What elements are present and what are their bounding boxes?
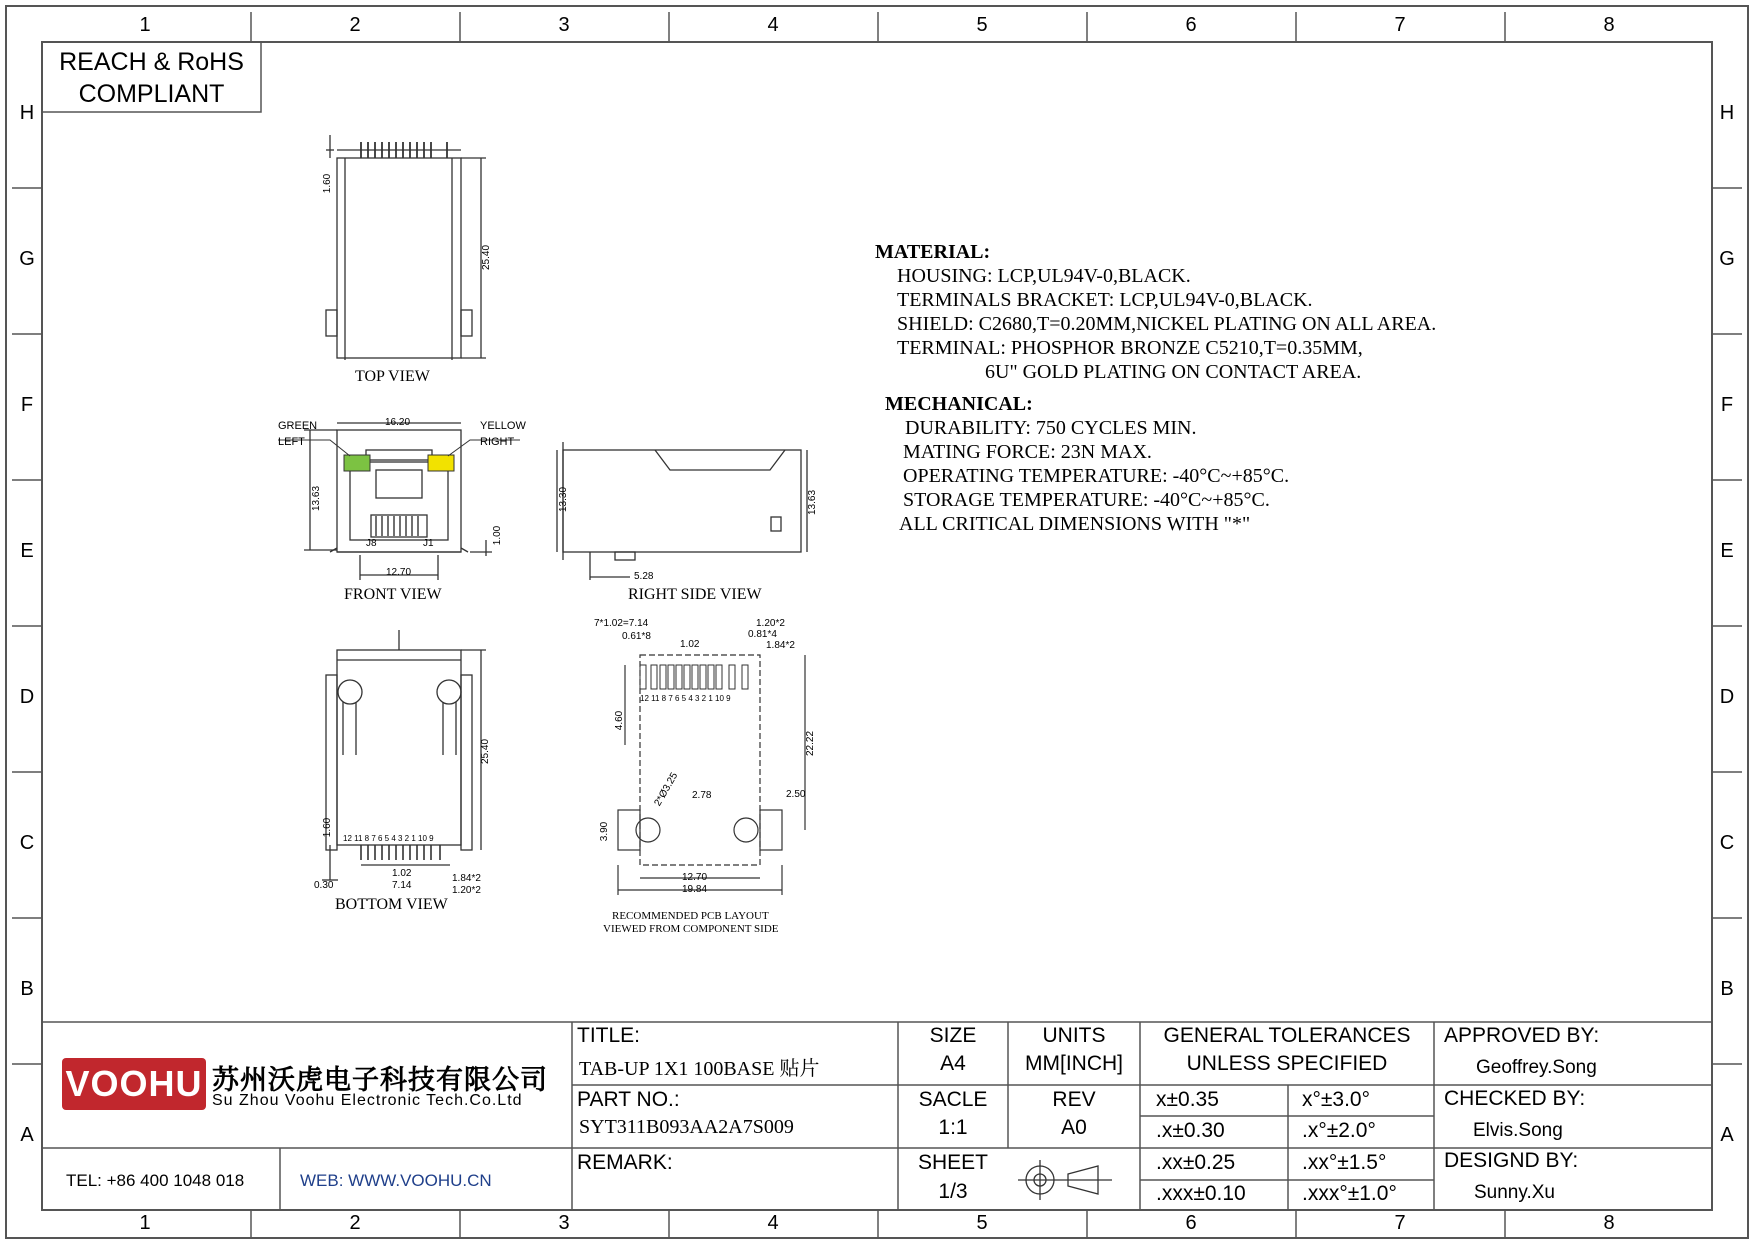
scale-value: 1:1 <box>938 1116 968 1139</box>
mechanical-line: ALL CRITICAL DIMENSIONS WITH "*" <box>899 513 1251 535</box>
size-label: SIZE <box>929 1024 977 1047</box>
part-no-value: SYT311B093AA2A7S009 <box>579 1116 794 1138</box>
title-label: TITLE: <box>577 1024 641 1047</box>
top-view-drawing <box>326 135 486 360</box>
right-side-view-drawing <box>557 442 807 580</box>
zone-col-3-bottom: 3 <box>558 1212 570 1234</box>
zone-row-a-left: A <box>20 1124 34 1146</box>
led-green-label: GREEN <box>278 420 318 432</box>
bottom-view-label: BOTTOM VIEW <box>335 896 448 913</box>
zone-row-f-left: F <box>20 394 34 416</box>
rev-value: A0 <box>1061 1116 1087 1139</box>
part-no-label: PART NO.: <box>577 1088 680 1111</box>
dim-bottom-0-30: 0.30 <box>314 880 334 891</box>
mechanical-line: STORAGE TEMPERATURE: -40°C~+85°C. <box>903 489 1270 511</box>
led-left-label: LEFT <box>278 436 305 448</box>
zone-col-4-bottom: 4 <box>767 1212 779 1234</box>
dim-pcb-hole: 2*Ø3.25 <box>652 770 681 809</box>
zone-col-3-top: 3 <box>558 14 570 36</box>
dim-side-13-63: 13.63 <box>807 489 819 516</box>
company-tel: TEL: +86 400 1048 018 <box>66 1171 245 1190</box>
checked-value: Elvis.Song <box>1473 1120 1563 1141</box>
zone-col-2-top: 2 <box>349 14 361 36</box>
tolerance-angular: .x°±2.0° <box>1302 1119 1376 1142</box>
scale-label: SACLE <box>918 1088 988 1111</box>
dim-pcb-061: 0.61*8 <box>622 631 651 642</box>
zone-row-c-right: C <box>1719 832 1735 854</box>
zone-col-8-bottom: 8 <box>1603 1212 1615 1234</box>
dim-front-j1: J1 <box>423 538 434 549</box>
led-right-label: RIGHT <box>480 436 515 448</box>
title-value: TAB-UP 1X1 100BASE 贴片 <box>579 1058 820 1080</box>
company-logo: VOOHU <box>65 1063 203 1104</box>
dim-pcb-7x: 7*1.02=7.14 <box>594 618 649 629</box>
zone-col-7-bottom: 7 <box>1394 1212 1406 1234</box>
dim-front-12-70: 12.70 <box>386 567 412 578</box>
tolerance-angular: .xxx°±1.0° <box>1302 1182 1397 1205</box>
zone-col-5-bottom: 5 <box>976 1212 988 1234</box>
dim-pcb-12-70: 12.70 <box>682 872 708 883</box>
spec-notes <box>875 240 1436 536</box>
zone-row-f-right: F <box>1720 394 1734 416</box>
approved-value: Geoffrey.Song <box>1476 1057 1597 1078</box>
dim-pcb-22-22: 22.22 <box>805 730 817 757</box>
material-line: TERMINALS BRACKET: LCP,UL94V-0,BLACK. <box>897 289 1313 311</box>
zone-row-c-left: C <box>19 832 35 854</box>
front-view-drawing <box>304 423 492 580</box>
designed-value: Sunny.Xu <box>1474 1182 1555 1203</box>
zone-col-4-top: 4 <box>767 14 779 36</box>
led-green <box>344 455 370 471</box>
tolerance-linear: x±0.35 <box>1156 1088 1219 1111</box>
outer-frame <box>6 6 1748 1238</box>
zone-row-d-left: D <box>19 686 35 708</box>
dim-pcb-3-90: 3.90 <box>599 821 611 842</box>
zone-col-6-top: 6 <box>1185 14 1197 36</box>
title-block-lines <box>42 1022 1712 1210</box>
zone-row-e-left: E <box>20 540 34 562</box>
dim-bottom-7-14: 7.14 <box>392 880 412 891</box>
dim-bottom-1-02: 1.02 <box>392 868 412 879</box>
checked-label: CHECKED BY: <box>1444 1087 1586 1110</box>
tolerance-title-2: UNLESS SPECIFIED <box>1186 1052 1388 1075</box>
right-side-view-label: RIGHT SIDE VIEW <box>628 586 762 603</box>
tolerance-title-1: GENERAL TOLERANCES <box>1163 1024 1411 1047</box>
led-yellow-label: YELLOW <box>480 420 526 432</box>
dim-pcb-184: 1.84*2 <box>766 640 795 651</box>
dim-side-13-30: 13.30 <box>558 486 570 513</box>
dim-front-16-20: 16.20 <box>385 417 411 428</box>
remark-label: REMARK: <box>577 1151 673 1174</box>
dim-pcb-120: 1.20*2 <box>756 618 785 629</box>
material-line: 6U" GOLD PLATING ON CONTACT AREA. <box>985 361 1362 383</box>
zone-row-d-right: D <box>1719 686 1735 708</box>
compliance-line-2: COMPLIANT <box>78 80 225 108</box>
projection-symbol <box>1018 1160 1112 1200</box>
zone-row-e-right: E <box>1720 540 1734 562</box>
dim-pcb-2-50: 2.50 <box>786 789 806 800</box>
dim-front-13-63: 13.63 <box>311 485 323 512</box>
sheet-value: 1/3 <box>938 1180 968 1203</box>
zone-col-5-top: 5 <box>976 14 988 36</box>
zone-col-7-top: 7 <box>1394 14 1406 36</box>
dim-bottom-1-84: 1.84*2 <box>452 873 481 884</box>
compliance-line-1: REACH & RoHS <box>59 48 244 76</box>
designed-label: DESIGND BY: <box>1444 1149 1579 1172</box>
zone-row-h-right: H <box>1719 102 1735 124</box>
dim-pcb-4-60: 4.60 <box>614 710 626 731</box>
sheet-label: SHEET <box>917 1151 988 1174</box>
size-value: A4 <box>940 1052 966 1075</box>
units-value: MM[INCH] <box>1025 1052 1123 1075</box>
company-name-en: Su Zhou Voohu Electronic Tech.Co.Ltd <box>212 1092 523 1109</box>
pcb-layout-drawing <box>618 655 805 895</box>
dim-pcb-102: 1.02 <box>680 639 700 650</box>
company-web: WEB: WWW.VOOHU.CN <box>300 1171 492 1190</box>
dim-bottom-pins: 12 11 8 7 6 5 4 3 2 1 10 9 <box>343 834 434 843</box>
pcb-layout-label-1: RECOMMENDED PCB LAYOUT <box>612 910 769 922</box>
zone-col-1-top: 1 <box>139 14 151 36</box>
tolerance-linear: .xx±0.25 <box>1156 1151 1236 1174</box>
mechanical-line: DURABILITY: 750 CYCLES MIN. <box>905 417 1197 439</box>
dim-top-25-40: 25.40 <box>481 244 493 271</box>
material-line: HOUSING: LCP,UL94V-0,BLACK. <box>897 265 1191 287</box>
dim-pcb-pins: 12 11 8 7 6 5 4 3 2 1 10 9 <box>640 694 731 703</box>
tolerance-angular: .xx°±1.5° <box>1302 1151 1387 1174</box>
front-view-label: FRONT VIEW <box>344 586 442 603</box>
mechanical-heading: MECHANICAL: <box>885 393 1033 415</box>
zone-row-b-right: B <box>1720 978 1734 1000</box>
approved-label: APPROVED BY: <box>1444 1024 1600 1047</box>
zone-row-g-left: G <box>19 248 35 270</box>
zone-row-a-right: A <box>1720 1124 1734 1146</box>
units-label: UNITS <box>1042 1024 1106 1047</box>
mechanical-line: MATING FORCE: 23N MAX. <box>903 441 1152 463</box>
rev-label: REV <box>1052 1088 1096 1111</box>
zone-row-b-left: B <box>20 978 34 1000</box>
top-view-label: TOP VIEW <box>355 368 430 385</box>
dim-pcb-19-84: 19.84 <box>682 884 708 895</box>
zone-col-6-bottom: 6 <box>1185 1212 1197 1234</box>
led-yellow <box>428 455 454 471</box>
zone-row-g-right: G <box>1719 248 1735 270</box>
dim-front-1-00: 1.00 <box>492 525 504 546</box>
dim-pcb-081: 0.81*4 <box>748 629 777 640</box>
material-line: TERMINAL: PHOSPHOR BRONZE C5210,T=0.35MM, <box>897 337 1363 359</box>
zone-row-h-left: H <box>19 102 35 124</box>
zone-col-1-bottom: 1 <box>139 1212 151 1234</box>
dim-pcb-2-78: 2.78 <box>692 790 712 801</box>
dim-bottom-1-60: 1.60 <box>322 817 334 838</box>
tolerance-linear: .xxx±0.10 <box>1156 1182 1246 1205</box>
zone-col-2-bottom: 2 <box>349 1212 361 1234</box>
dim-side-5-28: 5.28 <box>634 571 654 582</box>
dim-top-1-60: 1.60 <box>322 173 334 194</box>
pcb-layout-label-2: VIEWED FROM COMPONENT SIDE <box>603 923 779 935</box>
zone-ticks <box>12 12 1742 1238</box>
material-heading: MATERIAL: <box>875 241 991 263</box>
tolerance-angular: x°±3.0° <box>1302 1088 1371 1111</box>
tolerance-linear: .x±0.30 <box>1156 1119 1225 1142</box>
dim-front-j8: J8 <box>366 538 377 549</box>
mechanical-line: OPERATING TEMPERATURE: -40°C~+85°C. <box>903 465 1290 487</box>
material-line: SHIELD: C2680,T=0.20MM,NICKEL PLATING ON ALL AREA. <box>897 313 1437 335</box>
dim-bottom-25-40: 25.40 <box>480 738 492 765</box>
dim-bottom-1-20: 1.20*2 <box>452 885 481 896</box>
company-name-cn: 苏州沃虎电子科技有限公司 <box>212 1065 548 1096</box>
zone-col-8-top: 8 <box>1603 14 1615 36</box>
